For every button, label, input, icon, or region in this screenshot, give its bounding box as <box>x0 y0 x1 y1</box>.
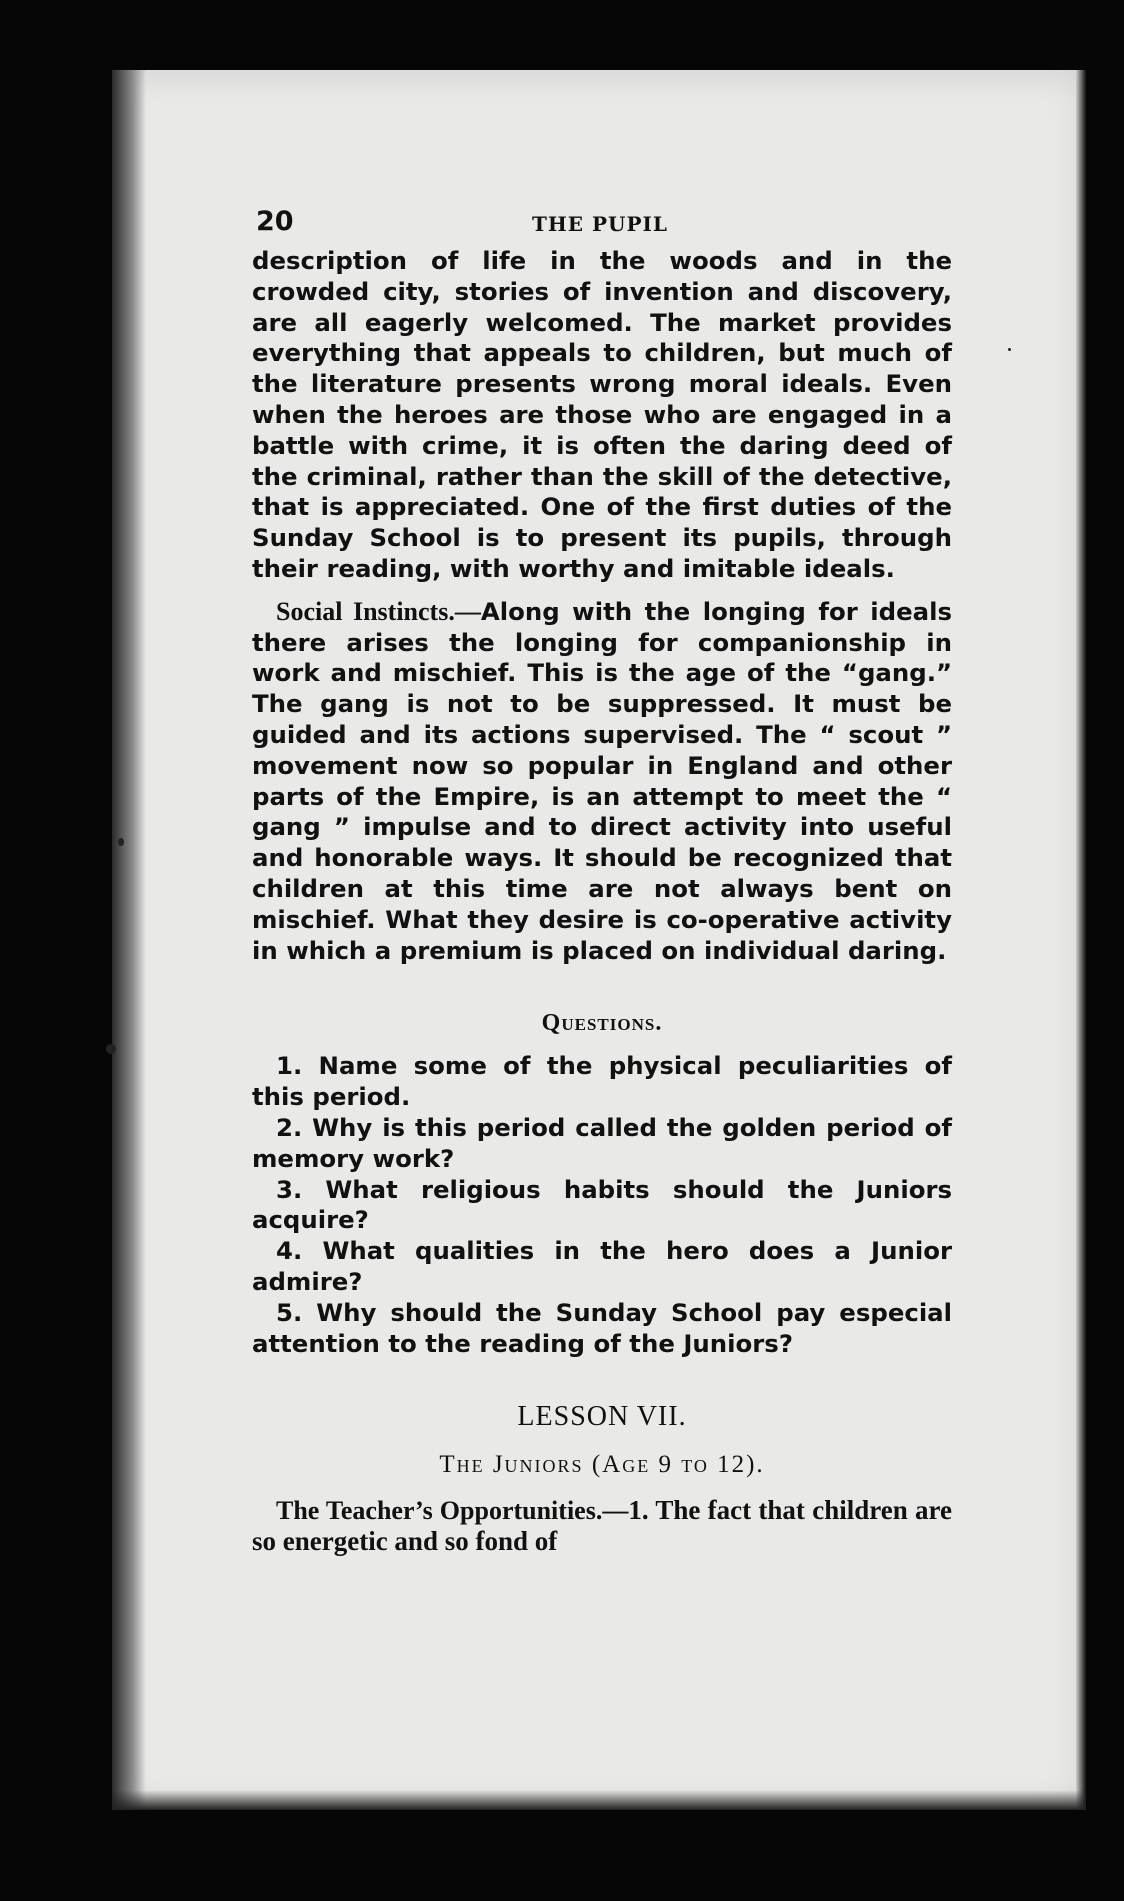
paragraph-label: Social Instincts.— <box>276 596 481 626</box>
question-item: 3. What religious habits should the Juniors acquire? <box>252 1174 952 1235</box>
page-right-edge <box>1076 70 1086 1810</box>
lesson-subheading: The Juniors (Age 9 to 12). <box>439 1451 765 1479</box>
scan-speck <box>118 838 124 846</box>
lesson-heading: LESSON VII. <box>517 1401 687 1433</box>
question-item: 2. Why is this period called the golden period of memory work? <box>252 1112 952 1173</box>
page-gutter-shadow <box>112 70 146 1810</box>
page-text <box>252 206 952 1556</box>
questions-heading: Questions. <box>541 1010 663 1037</box>
paragraph-body: Along with the longing for ideals there arises the longing for companionship in work and mischief. This is the age of the “gang.” The gang is not to be suppressed. It must be guided and its actions supervised. The “ scout ” movement now so popular in England and other parts of the Empire, is an attempt to meet the “ gang ” impulse and to direct activity into useful and honorable ways. It should be recognized that children at this time are not always bent on mischief. What they desire is co-operative activity in which a premium is placed on individual daring. <box>252 596 952 965</box>
question-item: 5. Why should the Sunday School pay especial attention to the reading of the Juniors? <box>252 1297 952 1358</box>
question-item: 4. What qualities in the hero does a Junior admire? <box>252 1236 952 1296</box>
scan-speck <box>106 1044 116 1054</box>
running-head: THE PUPIL <box>532 212 668 236</box>
lesson-opening <box>252 1495 952 1556</box>
page-number: 20 <box>256 206 294 237</box>
scan-speck <box>1008 348 1011 351</box>
paragraph-continued: description of life in the woods and in the crowded city, stories of invention and discovery, are all eagerly welcomed. The market provides everything that appeals to children, but much of the literature presents wrong moral ideals. Even when the heroes are those who are engaged in a battle with crime, it is often the daring deed of the criminal, rather than the skill of the detective, that is appreciated. One of the first duties of the Sunday School is to present its pupils, through their reading, with worthy and imitable ideals. <box>252 246 952 583</box>
paragraph-social-instincts <box>252 597 952 967</box>
question-item: 1. Name some of the physical peculiarities of this period. <box>252 1051 952 1112</box>
questions-list <box>252 1051 952 1359</box>
page-header <box>252 206 952 246</box>
paragraph-label: The Teacher’s Opportunities.— <box>276 1496 629 1526</box>
page-bottom-edge <box>112 1790 1086 1810</box>
paragraph-body: 1. The fact that children are so energetic and so fond of <box>252 1495 952 1557</box>
lesson-opening-paragraph <box>252 1495 952 1556</box>
